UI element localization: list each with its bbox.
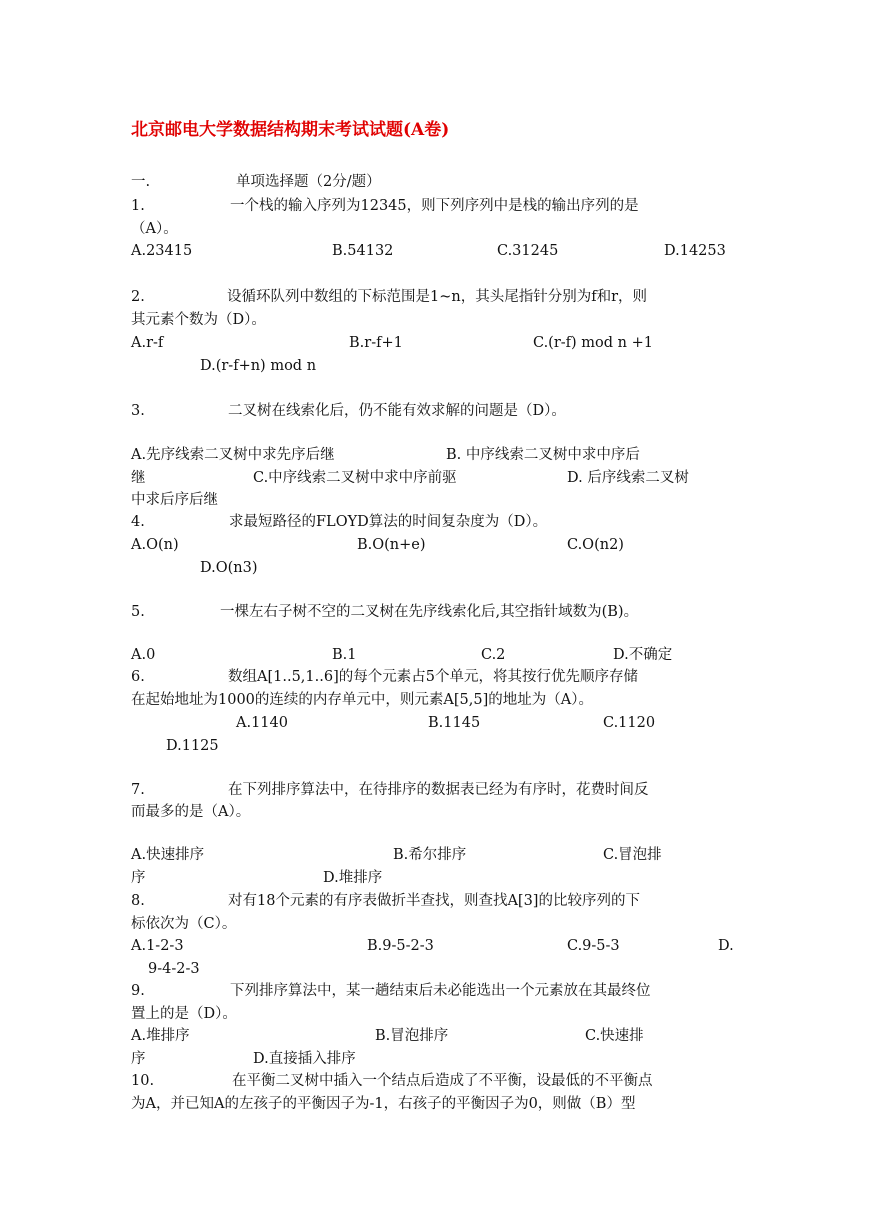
question-text: 标依次为（C）。	[131, 916, 237, 932]
question-text: 求最短路径的FLOYD算法的时间复杂度为（D）。	[229, 514, 548, 530]
option-c-continued: 序	[131, 1051, 146, 1067]
section-number: 一.	[131, 174, 151, 190]
question-number: 10.	[131, 1073, 155, 1089]
option-b: B.54132	[332, 243, 394, 259]
option-d: D.	[718, 938, 734, 954]
option-b: B.1145	[428, 715, 481, 731]
question-text: 在平衡二叉树中插入一个结点后造成了不平衡，设最低的不平衡点	[232, 1073, 653, 1089]
question-text: 下列排序算法中，某一趟结束后未必能选出一个元素放在其最终位	[230, 983, 651, 999]
option-c: C.31245	[497, 243, 559, 259]
option-a: A.1140	[236, 715, 288, 731]
question-number: 4.	[131, 514, 145, 530]
option-d: D.O(n3)	[200, 560, 258, 576]
option-b: B.1	[332, 647, 357, 663]
option-c-continued: 序	[131, 870, 146, 886]
option-b: B. 中序线索二叉树中求中序后	[446, 447, 640, 463]
question-text: 在下列排序算法中，在待排序的数据表已经为有序时，花费时间反	[228, 782, 649, 798]
option-b: B.希尔排序	[393, 847, 467, 863]
option-d-continued: 9-4-2-3	[148, 961, 200, 977]
question-text: 一棵左右子树不空的二叉树在先序线索化后,其空指针域数为(B)。	[220, 604, 639, 620]
question-number: 7.	[131, 782, 145, 798]
option-c: C.(r-f) mod n +1	[533, 335, 654, 351]
question-text: 为A，并已知A的左孩子的平衡因子为-1，右孩子的平衡因子为0，则做（B）型	[131, 1096, 636, 1112]
question-text: 置上的是（D）。	[131, 1006, 237, 1022]
option-d: D.直接插入排序	[253, 1051, 356, 1067]
option-a: A.r-f	[131, 335, 164, 351]
question-number: 9.	[131, 983, 145, 999]
option-a: A.23415	[131, 243, 193, 259]
option-c: C.2	[481, 647, 506, 663]
option-a: A.0	[131, 647, 156, 663]
option-d: D.堆排序	[323, 870, 383, 886]
option-b: B.冒泡排序	[375, 1028, 449, 1044]
option-b: B.O(n+e)	[357, 537, 426, 553]
question-text: 在起始地址为1000的连续的内存单元中，则元素A[5,5]的地址为（A）。	[131, 692, 593, 708]
question-text: 数组A[1..5,1..6]的每个元素占5个单元，将其按行优先顺序存储	[228, 669, 638, 685]
option-d: D. 后序线索二叉树	[567, 470, 689, 486]
question-text: 一个栈的输入序列为12345，则下列序列中是栈的输出序列的是	[230, 198, 639, 214]
option-b: B.9-5-2-3	[367, 938, 434, 954]
question-text: 对有18个元素的有序表做折半查找，则查找A[3]的比较序列的下	[228, 893, 640, 909]
question-number: 1.	[131, 198, 145, 214]
option-c: C.1120	[603, 715, 656, 731]
option-d: D.(r-f+n) mod n	[200, 358, 317, 374]
option-d: D.1125	[166, 738, 219, 754]
option-a: A.先序线索二叉树中求先序后继	[131, 447, 335, 463]
option-d: D.14253	[664, 243, 726, 259]
document-title: 北京邮电大学数据结构期末考试试题(A卷)	[131, 120, 450, 140]
option-a: A.1-2-3	[131, 938, 184, 954]
option-a: A.堆排序	[131, 1028, 190, 1044]
question-text: （A）。	[131, 221, 178, 237]
question-number: 6.	[131, 669, 145, 685]
question-number: 5.	[131, 604, 145, 620]
question-number: 2.	[131, 289, 145, 305]
option-d: D.不确定	[613, 647, 673, 663]
section-heading: 单项选择题（2分/题）	[236, 174, 381, 190]
question-text: 设循环队列中数组的下标范围是1~n，其头尾指针分别为f和r，则	[227, 289, 648, 305]
option-a: A.快速排序	[131, 847, 205, 863]
option-c: C.O(n2)	[567, 537, 624, 553]
question-text: 而最多的是（A）。	[131, 804, 251, 820]
question-text: 其元素个数为（D）。	[131, 312, 266, 328]
option-b: B.r-f+1	[349, 335, 403, 351]
option-c: C.9-5-3	[567, 938, 620, 954]
option-c: C.中序线索二叉树中求中序前驱	[253, 470, 457, 486]
option-c: C.冒泡排	[603, 847, 662, 863]
option-a: A.O(n)	[131, 537, 179, 553]
question-number: 3.	[131, 403, 145, 419]
question-number: 8.	[131, 893, 145, 909]
question-text: 二叉树在线索化后，仍不能有效求解的问题是（D）。	[228, 403, 566, 419]
option-b-continued: 继	[131, 470, 146, 486]
option-c: C.快速排	[585, 1028, 644, 1044]
option-d-continued: 中求后序后继	[131, 492, 218, 508]
